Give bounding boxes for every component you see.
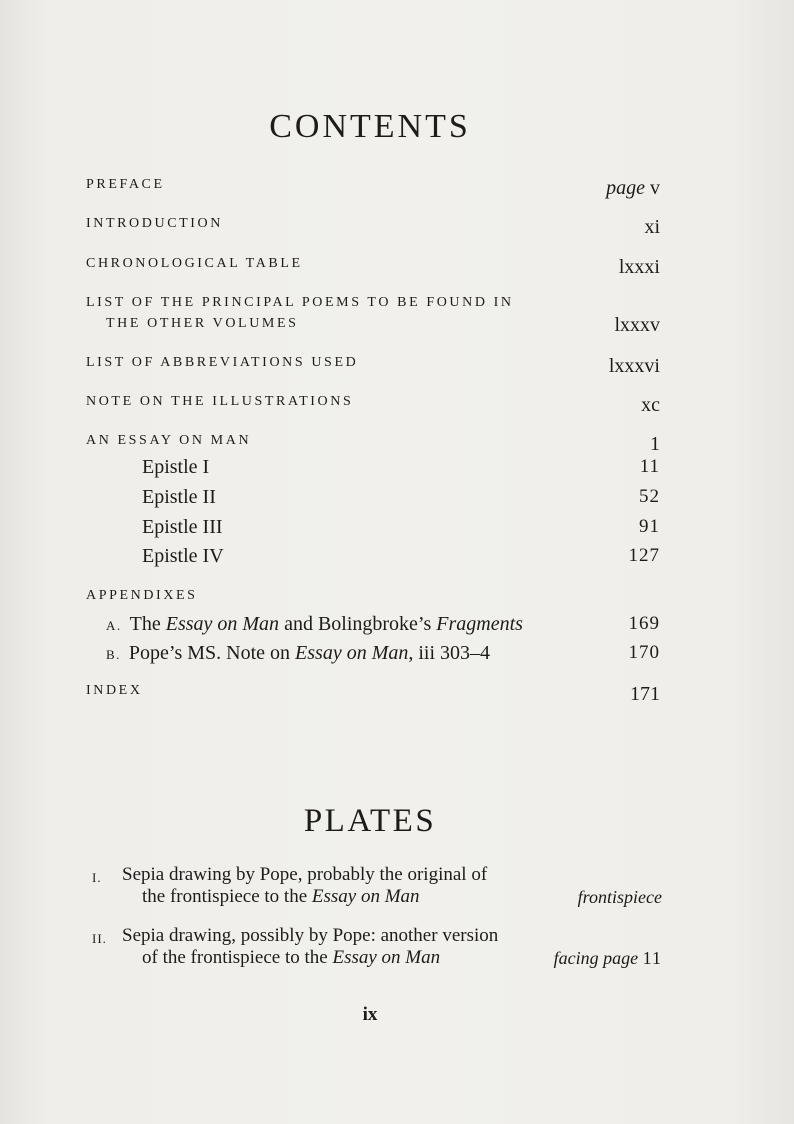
toc-label: INDEX xyxy=(86,683,143,698)
appendix-letter: A. xyxy=(106,618,122,633)
epistle-label: Epistle IV xyxy=(142,545,224,567)
appendix-text: Pope’s MS. Note on xyxy=(128,642,296,664)
appendix-letter: B. xyxy=(106,647,121,662)
toc-epistle xyxy=(142,456,660,479)
epistle-page: 52 xyxy=(639,486,660,507)
plate-page xyxy=(554,947,662,969)
toc-epistle xyxy=(142,516,660,539)
toc-page xyxy=(606,177,660,200)
toc-page-prefix: page xyxy=(606,177,645,199)
appendix-page: 169 xyxy=(628,613,660,634)
toc-label-line1: LIST OF THE PRINCIPAL POEMS TO BE FOUND IN xyxy=(86,295,514,310)
appendix-page: 170 xyxy=(628,642,660,663)
appendix-text: The xyxy=(129,613,166,635)
toc-page: lxxxi xyxy=(618,256,660,278)
toc-label: APPENDIXES xyxy=(86,588,198,603)
toc-label: PREFACE xyxy=(86,177,165,192)
plate-caption-text: the frontispiece to the xyxy=(142,886,312,907)
toc-page: lxxxv xyxy=(614,314,660,336)
epistle-label: Epistle III xyxy=(142,516,223,538)
plate-number: II. xyxy=(92,931,107,946)
plate-caption-text: of the frontispiece to the xyxy=(142,947,333,968)
toc-epistle xyxy=(142,486,660,509)
appendix-text-italic: Essay on Man xyxy=(165,613,280,635)
toc-label: AN ESSAY ON MAN xyxy=(86,433,252,448)
toc-label-line2: THE OTHER VOLUMES xyxy=(106,316,299,331)
epistle-page: 11 xyxy=(639,456,660,477)
toc-page: 171 xyxy=(630,683,660,705)
toc-page-number: v xyxy=(650,177,660,199)
appendix-item xyxy=(106,613,660,636)
plate-caption-line2 xyxy=(142,947,440,969)
appendix-text-italic: Fragments xyxy=(436,613,523,635)
plate-caption-italic: Essay on Man xyxy=(332,947,441,968)
epistle-page: 91 xyxy=(639,516,660,537)
appendix-text-italic: Essay on Man xyxy=(295,642,409,664)
plate-caption-line1: Sepia drawing, possibly by Pope: another version xyxy=(122,925,499,946)
plate-caption-italic: Essay on Man xyxy=(311,886,420,907)
toc-label: LIST OF ABBREVIATIONS USED xyxy=(86,355,359,370)
toc-label: CHRONOLOGICAL TABLE xyxy=(86,256,303,271)
page-number: ix xyxy=(362,1004,378,1025)
toc-page: xc xyxy=(641,394,660,416)
appendix-text: and Bolingbroke’s xyxy=(279,613,437,635)
toc-page: xi xyxy=(644,216,660,238)
epistle-label: Epistle II xyxy=(142,486,216,508)
plate-number: I. xyxy=(92,870,102,885)
appendix-text: , iii 303–4 xyxy=(408,642,491,664)
plate-page-number: 11 xyxy=(642,948,662,968)
page-title: CONTENTS xyxy=(269,108,471,145)
plates-title: PLATES xyxy=(303,803,437,839)
epistle-label: Epistle I xyxy=(142,456,210,478)
toc-page: 1 xyxy=(650,433,660,455)
plate-page: frontispiece xyxy=(577,887,662,907)
toc-epistle xyxy=(142,545,660,568)
toc-label: INTRODUCTION xyxy=(86,216,223,231)
epistle-page: 127 xyxy=(628,545,660,566)
plate-page-prefix: facing page xyxy=(553,948,639,968)
plate-caption-line2 xyxy=(142,886,420,908)
appendix-item xyxy=(106,642,660,665)
toc-label: NOTE ON THE ILLUSTRATIONS xyxy=(86,394,354,409)
plate-caption-line1: Sepia drawing by Pope, probably the original of xyxy=(122,864,488,885)
toc-page: lxxxvi xyxy=(608,355,660,377)
